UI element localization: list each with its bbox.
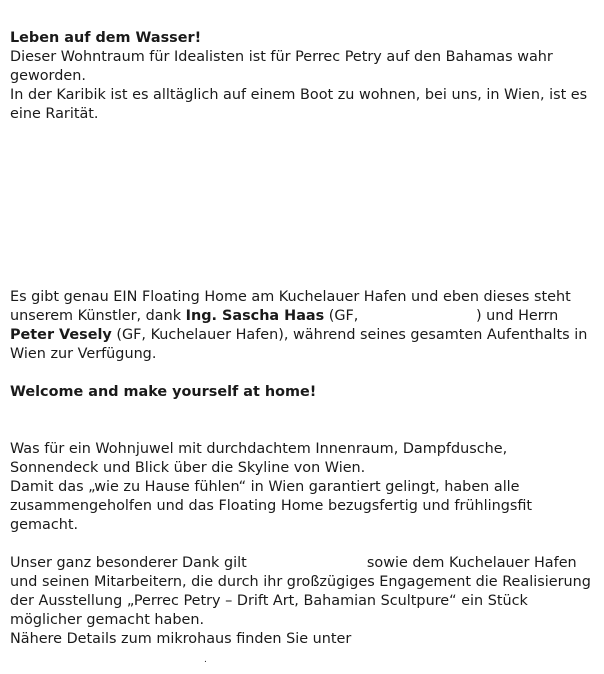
p3-text-2: sowie dem Kuchelauer Hafen und seinen Mitarbeitern, die durch ihr großzügiges Engagement die Realisierung der Ausstellung „Perrec Petry – Drift Art, Bahamian Scultpure“ ein Stück möglicher gemacht haben. bbox=[10, 555, 591, 628]
p1-text-3: ) und Herrn bbox=[475, 308, 559, 324]
p1-text-2: (GF, bbox=[324, 308, 363, 324]
name-peter-vesely: Peter Vesely bbox=[10, 327, 112, 343]
p3-text-1: Unser ganz besonderer Dank gilt bbox=[10, 555, 252, 571]
name-sascha-haas: Ing. Sascha Haas bbox=[185, 308, 325, 324]
p1-text-1: Es gibt genau EIN Floating Home am Kuchelauer Hafen und eben dieses steht unserem Künstler, dank bbox=[10, 289, 571, 324]
spacer bbox=[10, 535, 594, 554]
image-placeholder bbox=[10, 124, 594, 288]
link-line bbox=[10, 649, 594, 670]
details-line: Nähere Details zum mikrohaus finden Sie unter bbox=[10, 631, 352, 647]
welcome-heading: Welcome and make yourself at home! bbox=[10, 384, 317, 400]
intro-line-1: Dieser Wohntraum für Idealisten ist für Perrec Petry auf den Bahamas wahr geworden. bbox=[10, 49, 553, 84]
zuhause-paragraph: Damit das „wie zu Hause fühlen“ in Wien garantiert gelingt, haben alle zusammengeholfen und das Floating Home bezugsfertig und frühlingsfit gemacht. bbox=[10, 479, 533, 533]
p1-text-4: (GF, Kuchelauer Hafen), während seines gesamten Aufenthalts in Wien zur Verfügung. bbox=[10, 327, 588, 362]
intro-line-2: In der Karibik ist es alltäglich auf einem Boot zu wohnen, bei uns, in Wien, ist es eine Rarität. bbox=[10, 87, 588, 122]
wohnjuwel-paragraph: Was für ein Wohnjuwel mit durchdachtem Innenraum, Dampfdusche, Sonnendeck und Blick über die Skyline von Wien. bbox=[10, 441, 508, 476]
article-title: Leben auf dem Wasser! bbox=[10, 30, 202, 46]
spacer bbox=[10, 421, 594, 440]
spacer bbox=[10, 364, 594, 383]
trailing-dot: . bbox=[204, 655, 207, 665]
spacer bbox=[10, 402, 594, 421]
thanks-paragraph bbox=[10, 554, 594, 630]
floating-home-paragraph bbox=[10, 288, 594, 364]
